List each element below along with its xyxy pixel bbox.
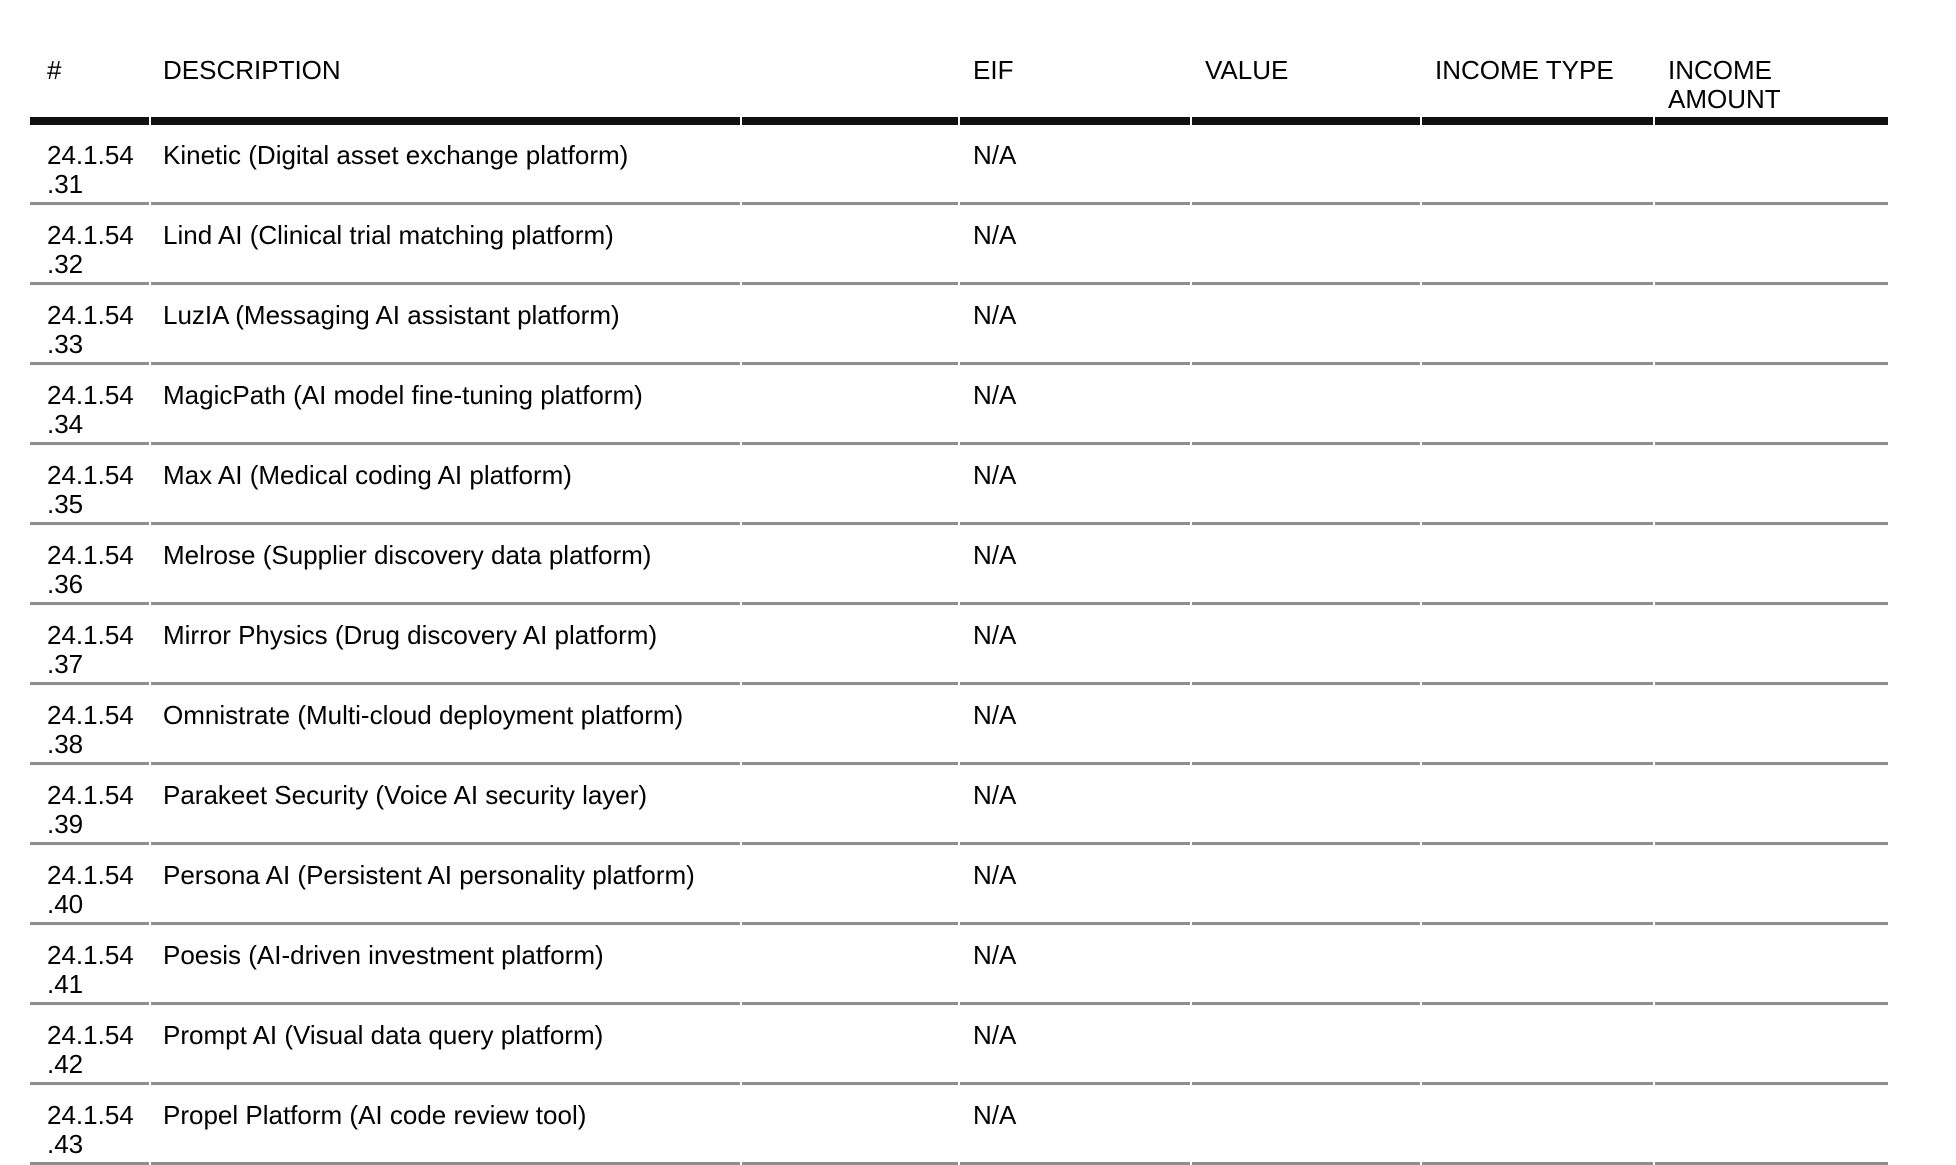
table-row <box>30 845 1888 925</box>
row-number-line1: 24.1.54 <box>47 700 134 730</box>
row-income-type-cell <box>1422 765 1653 845</box>
row-number-cell <box>30 605 149 685</box>
table-row <box>30 925 1888 1005</box>
table-row <box>30 1005 1888 1085</box>
row-income-amount-cell <box>1655 845 1888 925</box>
row-income-amount-cell <box>1655 925 1888 1005</box>
row-number-cell <box>30 1085 149 1165</box>
row-income-amount-cell <box>1655 685 1888 765</box>
disclosure-table <box>28 0 1890 1165</box>
row-number-line1: 24.1.54 <box>47 220 134 250</box>
row-income-type-cell <box>1422 525 1653 605</box>
row-number-line1: 24.1.54 <box>47 1100 134 1130</box>
row-income-amount-cell <box>1655 605 1888 685</box>
row-value-cell <box>1192 365 1420 445</box>
row-eif-cell: N/A <box>960 285 1190 365</box>
table-row <box>30 125 1888 205</box>
row-number-line2: .41 <box>47 969 84 999</box>
row-number-line2: .33 <box>47 329 84 359</box>
row-income-type-cell <box>1422 605 1653 685</box>
row-number-line1: 24.1.54 <box>47 380 134 410</box>
row-spacer-cell <box>742 285 958 365</box>
row-income-type-cell <box>1422 365 1653 445</box>
row-number-line2: .36 <box>47 569 84 599</box>
row-description-cell: Persona AI (Persistent AI personality platform) <box>151 845 740 925</box>
row-number-line1: 24.1.54 <box>47 540 134 570</box>
column-header-income-amount: INCOME AMOUNT <box>1655 0 1888 125</box>
table-row <box>30 765 1888 845</box>
row-number-cell <box>30 685 149 765</box>
row-income-amount-cell <box>1655 1085 1888 1165</box>
column-header-description: DESCRIPTION <box>151 0 740 125</box>
row-number-cell <box>30 445 149 525</box>
row-income-amount-cell <box>1655 765 1888 845</box>
table-row <box>30 285 1888 365</box>
row-income-type-cell <box>1422 205 1653 285</box>
header-row <box>30 0 1888 125</box>
table-row <box>30 685 1888 765</box>
row-number-cell <box>30 925 149 1005</box>
row-income-type-cell <box>1422 685 1653 765</box>
row-number-line2: .32 <box>47 249 84 279</box>
row-number-line1: 24.1.54 <box>47 860 134 890</box>
row-value-cell <box>1192 205 1420 285</box>
column-header-num: # <box>30 0 149 125</box>
row-number-line2: .43 <box>47 1129 84 1159</box>
row-eif-cell: N/A <box>960 1005 1190 1085</box>
row-value-cell <box>1192 285 1420 365</box>
row-value-cell <box>1192 1085 1420 1165</box>
row-eif-cell: N/A <box>960 445 1190 525</box>
row-description-cell: Parakeet Security (Voice AI security layer) <box>151 765 740 845</box>
row-income-type-cell <box>1422 125 1653 205</box>
row-number-line2: .38 <box>47 729 84 759</box>
row-number-line1: 24.1.54 <box>47 780 134 810</box>
row-description-cell: Melrose (Supplier discovery data platform) <box>151 525 740 605</box>
row-number-line2: .31 <box>47 169 84 199</box>
row-eif-cell: N/A <box>960 845 1190 925</box>
row-income-type-cell <box>1422 925 1653 1005</box>
column-header-income-type: INCOME TYPE <box>1422 0 1653 125</box>
row-value-cell <box>1192 1005 1420 1085</box>
row-value-cell <box>1192 605 1420 685</box>
row-eif-cell: N/A <box>960 365 1190 445</box>
row-spacer-cell <box>742 845 958 925</box>
row-description-cell: Prompt AI (Visual data query platform) <box>151 1005 740 1085</box>
row-spacer-cell <box>742 1085 958 1165</box>
table-header <box>30 0 1888 125</box>
row-eif-cell: N/A <box>960 525 1190 605</box>
row-income-amount-cell <box>1655 205 1888 285</box>
row-description-cell: LuzIA (Messaging AI assistant platform) <box>151 285 740 365</box>
row-value-cell <box>1192 125 1420 205</box>
row-value-cell <box>1192 765 1420 845</box>
row-number-cell <box>30 125 149 205</box>
row-number-line2: .37 <box>47 649 84 679</box>
row-income-amount-cell <box>1655 525 1888 605</box>
table-row <box>30 445 1888 525</box>
row-eif-cell: N/A <box>960 125 1190 205</box>
row-number-cell <box>30 365 149 445</box>
row-value-cell <box>1192 925 1420 1005</box>
row-eif-cell: N/A <box>960 205 1190 285</box>
row-spacer-cell <box>742 765 958 845</box>
row-eif-cell: N/A <box>960 925 1190 1005</box>
row-number-line2: .39 <box>47 809 84 839</box>
row-income-type-cell <box>1422 285 1653 365</box>
row-number-line2: .42 <box>47 1049 84 1079</box>
row-value-cell <box>1192 685 1420 765</box>
row-description-cell: Mirror Physics (Drug discovery AI platform) <box>151 605 740 685</box>
row-description-cell: Propel Platform (AI code review tool) <box>151 1085 740 1165</box>
row-description-cell: Poesis (AI-driven investment platform) <box>151 925 740 1005</box>
row-number-cell <box>30 285 149 365</box>
row-income-type-cell <box>1422 845 1653 925</box>
row-number-line1: 24.1.54 <box>47 140 134 170</box>
row-number-line1: 24.1.54 <box>47 1020 134 1050</box>
row-income-type-cell <box>1422 445 1653 525</box>
row-eif-cell: N/A <box>960 605 1190 685</box>
row-description-cell: Lind AI (Clinical trial matching platform) <box>151 205 740 285</box>
table-row <box>30 1085 1888 1165</box>
row-number-line2: .34 <box>47 409 84 439</box>
row-number-line2: .35 <box>47 489 84 519</box>
table-row <box>30 365 1888 445</box>
row-income-amount-cell <box>1655 1005 1888 1085</box>
row-spacer-cell <box>742 685 958 765</box>
table-row <box>30 525 1888 605</box>
row-description-cell: MagicPath (AI model fine-tuning platform) <box>151 365 740 445</box>
table-body <box>30 125 1888 1165</box>
row-spacer-cell <box>742 605 958 685</box>
row-number-line1: 24.1.54 <box>47 460 134 490</box>
row-income-amount-cell <box>1655 365 1888 445</box>
row-spacer-cell <box>742 525 958 605</box>
row-value-cell <box>1192 445 1420 525</box>
row-income-amount-cell <box>1655 125 1888 205</box>
row-value-cell <box>1192 525 1420 605</box>
column-header-spacer <box>742 0 958 125</box>
row-spacer-cell <box>742 445 958 525</box>
row-number-cell <box>30 1005 149 1085</box>
row-number-cell <box>30 845 149 925</box>
row-income-amount-cell <box>1655 445 1888 525</box>
table-row <box>30 605 1888 685</box>
row-number-line1: 24.1.54 <box>47 620 134 650</box>
row-spacer-cell <box>742 125 958 205</box>
row-eif-cell: N/A <box>960 1085 1190 1165</box>
row-number-line1: 24.1.54 <box>47 300 134 330</box>
row-value-cell <box>1192 845 1420 925</box>
column-header-value: VALUE <box>1192 0 1420 125</box>
row-income-type-cell <box>1422 1005 1653 1085</box>
row-eif-cell: N/A <box>960 765 1190 845</box>
row-number-cell <box>30 765 149 845</box>
row-number-cell <box>30 205 149 285</box>
row-description-cell: Kinetic (Digital asset exchange platform) <box>151 125 740 205</box>
column-header-eif: EIF <box>960 0 1190 125</box>
row-income-amount-cell <box>1655 285 1888 365</box>
table-row <box>30 205 1888 285</box>
row-number-line1: 24.1.54 <box>47 940 134 970</box>
row-description-cell: Omnistrate (Multi-cloud deployment platform) <box>151 685 740 765</box>
row-spacer-cell <box>742 205 958 285</box>
row-number-cell <box>30 525 149 605</box>
row-spacer-cell <box>742 925 958 1005</box>
row-spacer-cell <box>742 365 958 445</box>
row-number-line2: .40 <box>47 889 84 919</box>
row-income-type-cell <box>1422 1085 1653 1165</box>
row-spacer-cell <box>742 1005 958 1085</box>
row-description-cell: Max AI (Medical coding AI platform) <box>151 445 740 525</box>
row-eif-cell: N/A <box>960 685 1190 765</box>
